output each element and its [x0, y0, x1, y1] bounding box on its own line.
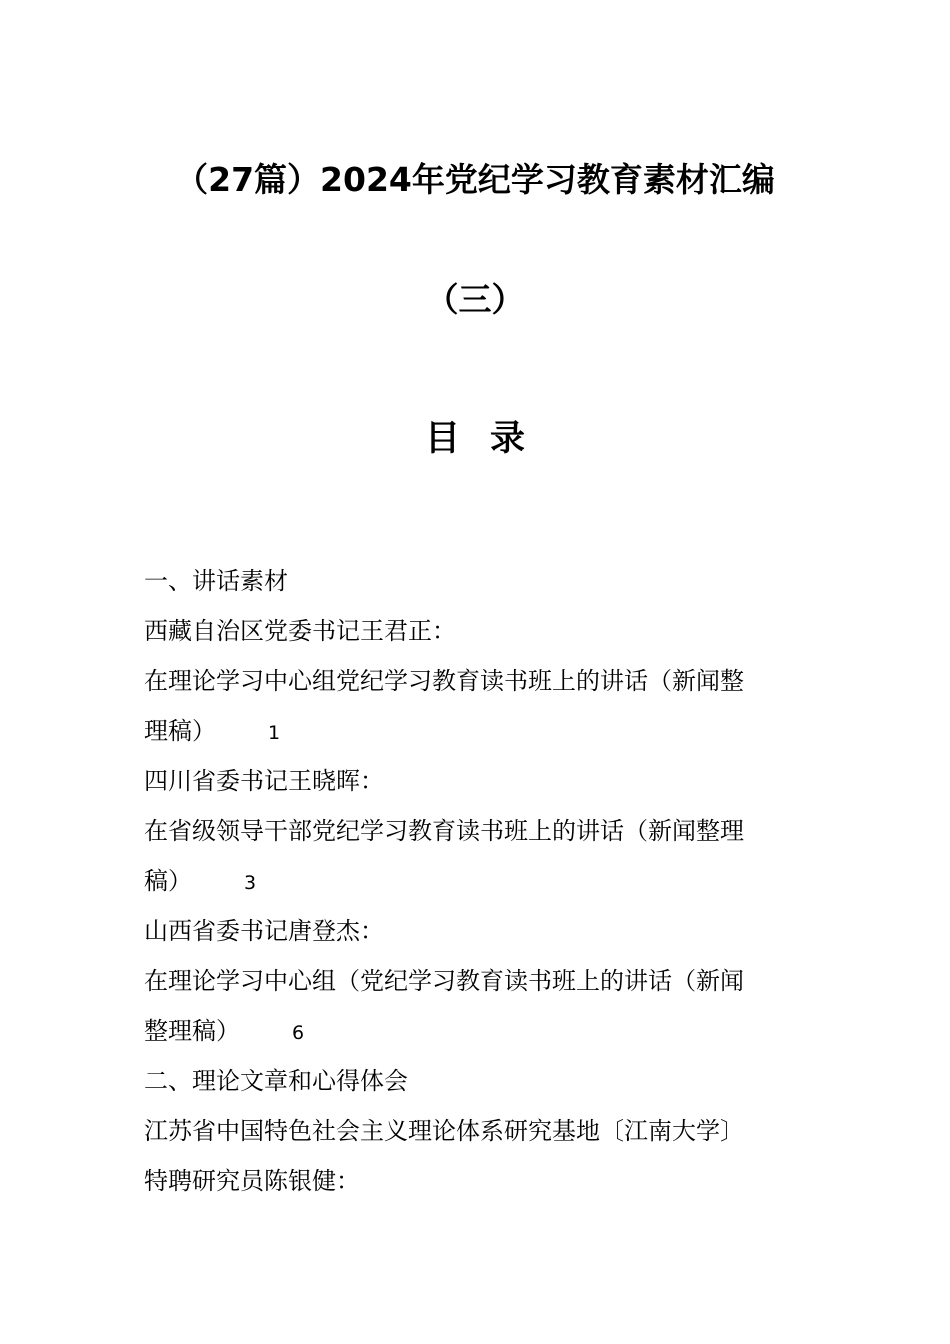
toc-line-text: 二、理论文章和心得体会: [144, 1067, 408, 1095]
toc-page-number: 6: [292, 1022, 305, 1044]
document-title: （27篇）2024年党纪学习教育素材汇编: [175, 160, 775, 199]
toc-section-heading: [144, 1056, 814, 1106]
toc-line-text: 稿）: [144, 867, 192, 895]
toc-author-line: [144, 906, 814, 956]
table-of-contents: [144, 556, 814, 1206]
document-subtitle: （三）: [425, 280, 525, 319]
toc-line-text: 一、讲话素材: [144, 567, 288, 595]
toc-line-text: 四川省委书记王晓晖：: [144, 767, 384, 795]
toc-entry-line: [144, 856, 814, 906]
toc-entry-line: [144, 706, 814, 756]
toc-entry-line: [144, 1006, 814, 1056]
toc-entry-line: [144, 806, 814, 856]
toc-page-number: 3: [244, 872, 257, 894]
toc-author-line: [144, 1106, 814, 1156]
toc-line-text: 在理论学习中心组党纪学习教育读书班上的讲话（新闻整: [144, 667, 744, 695]
toc-line-text: 山西省委书记唐登杰：: [144, 917, 384, 945]
toc-line-text: 在省级领导干部党纪学习教育读书班上的讲话（新闻整理: [144, 817, 744, 845]
toc-heading: 目录: [424, 419, 555, 459]
toc-author-line: [144, 606, 814, 656]
toc-line-text: 西藏自治区党委书记王君正：: [144, 617, 456, 645]
toc-entry-line: [144, 956, 814, 1006]
toc-line-text: 理稿）: [144, 717, 216, 745]
toc-line-text: 江苏省中国特色社会主义理论体系研究基地〔江南大学〕: [144, 1117, 744, 1145]
toc-author-line: [144, 1156, 814, 1206]
toc-author-line: [144, 756, 814, 806]
toc-line-text: 整理稿）: [144, 1017, 240, 1045]
toc-section-heading: [144, 556, 814, 606]
toc-entry-line: [144, 656, 814, 706]
toc-line-text: 特聘研究员陈银健：: [144, 1167, 360, 1195]
toc-line-text: 在理论学习中心组（党纪学习教育读书班上的讲话（新闻: [144, 967, 744, 995]
toc-page-number: 1: [268, 722, 281, 744]
